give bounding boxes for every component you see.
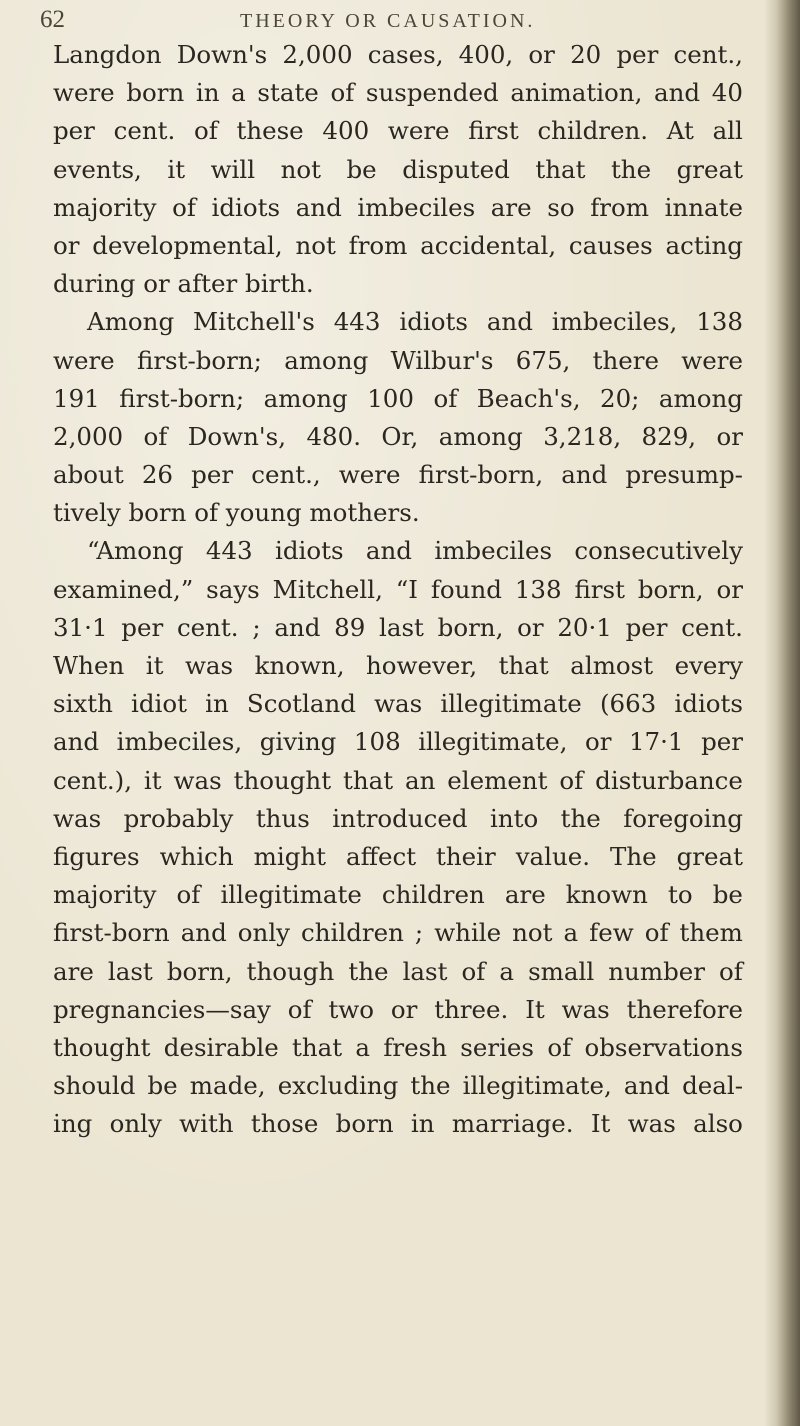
text-line: figures which might affect their value. The great bbox=[53, 841, 743, 871]
text-line: was probably thus introduced into the foregoing bbox=[53, 803, 743, 833]
text-line: or developmental, not from accidental, causes acting bbox=[53, 230, 743, 260]
text-line: cent.), it was thought that an element of disturbance bbox=[53, 765, 743, 795]
text-line: “Among 443 idiots and imbeciles consecutively bbox=[87, 536, 743, 566]
text-line: tively born of young mothers. bbox=[53, 498, 420, 528]
text-line: 2,000 of Down's, 480. Or, among 3,218, 829, or bbox=[53, 421, 743, 451]
text-line: majority of illegitimate children are known to be bbox=[53, 880, 743, 910]
page-number: 62 bbox=[40, 6, 65, 33]
text-line: 191 first-born; among 100 of Beach's, 20; among bbox=[53, 383, 743, 413]
text-line: first-born and only children ; while not a few of them bbox=[53, 918, 743, 948]
text-line: events, it will not be disputed that the great bbox=[53, 154, 743, 184]
text-line: examined,” says Mitchell, “I found 138 first born, or bbox=[53, 574, 743, 604]
running-head: THEORY OR CAUSATION. bbox=[240, 10, 536, 32]
text-line: 31·1 per cent. ; and 89 last born, or 20·1 per cent. bbox=[53, 612, 743, 642]
text-line: pregnancies—say of two or three. It was therefore bbox=[53, 994, 743, 1024]
text-line: are last born, though the last of a small number of bbox=[53, 956, 743, 986]
text-line: per cent. of these 400 were first children. At all bbox=[53, 116, 743, 146]
text-line: Langdon Down's 2,000 cases, 400, or 20 per cent., bbox=[53, 40, 743, 69]
text-line: were first-born; among Wilbur's 675, there were bbox=[53, 345, 743, 375]
text-line: majority of idiots and imbeciles are so from innate bbox=[53, 192, 743, 222]
text-line: When it was known, however, that almost every bbox=[53, 651, 743, 680]
text-line: and imbeciles, giving 108 illegitimate, or 17·1 per bbox=[53, 727, 743, 757]
text-line: should be made, excluding the illegitimate, and deal- bbox=[53, 1071, 743, 1101]
text-line: ing only with those born in marriage. It was also bbox=[53, 1109, 743, 1139]
text-line: thought desirable that a fresh series of observations bbox=[53, 1032, 743, 1062]
body-text bbox=[53, 36, 743, 1143]
text-line: about 26 per cent., were first-born, and presump- bbox=[53, 460, 743, 490]
text-line: during or after birth. bbox=[53, 269, 314, 299]
text-line: Among Mitchell's 443 idiots and imbeciles, 138 bbox=[87, 307, 743, 337]
gutter-shadow bbox=[764, 0, 800, 1426]
text-line: sixth idiot in Scotland was illegitimate (663 idiots bbox=[53, 689, 743, 719]
text-line: were born in a state of suspended animation, and 40 bbox=[53, 78, 743, 108]
